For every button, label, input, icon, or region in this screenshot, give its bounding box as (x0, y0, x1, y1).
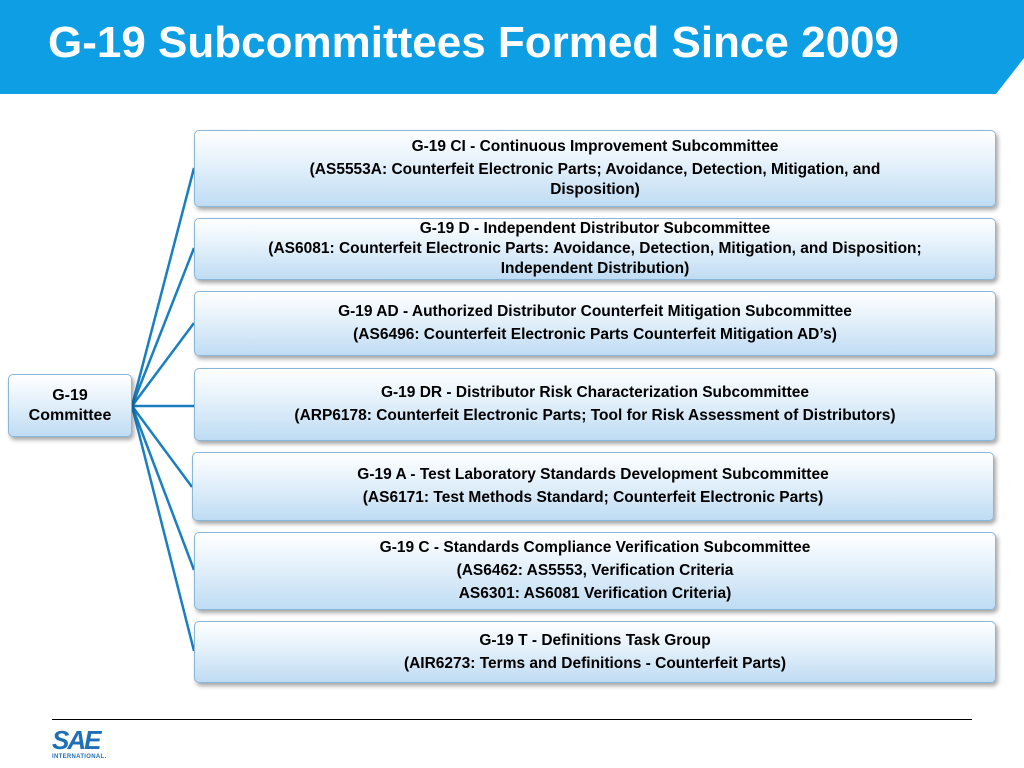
subcommittee-detail: (AS6081: Counterfeit Electronic Parts: Avoidance, Detection, Mitigation, and Disposition; (268, 240, 922, 257)
sae-logo-subtext: INTERNATIONAL. (52, 754, 107, 760)
g19-committee-node (8, 374, 132, 437)
subcommittee-node-t (194, 621, 996, 683)
connector-d (132, 248, 194, 406)
subcommittee-detail: (ARP6178: Counterfeit Electronic Parts; Tool for Risk Assessment of Distributors) (294, 407, 896, 424)
subcommittee-node-a (192, 452, 994, 521)
root-label-line2: Committee (28, 406, 112, 424)
connector-t (132, 406, 194, 651)
subcommittee-detail: (AS5553A: Counterfeit Electronic Parts; Avoidance, Detection, Mitigation, and (309, 161, 881, 178)
subcommittee-node-ad (194, 291, 996, 356)
subcommittee-detail: (AS6462: AS5553, Verification Criteria (456, 562, 734, 579)
subcommittee-node-c (194, 532, 996, 610)
sae-logo-mark: SAE (52, 725, 100, 755)
subcommittee-name: G-19 C - Standards Compliance Verification Subcommittee (379, 539, 811, 556)
sae-logo (52, 727, 112, 763)
connector-c (132, 406, 194, 570)
subcommittee-detail: Independent Distribution) (500, 260, 690, 277)
subcommittee-name: G-19 DR - Distributor Risk Characterization Subcommittee (380, 384, 810, 401)
root-label-line1: G-19 (52, 386, 88, 404)
subcommittee-detail: AS6301: AS6081 Verification Criteria) (458, 585, 732, 602)
footer-divider (52, 719, 972, 720)
subcommittee-detail: Disposition) (550, 181, 640, 198)
connector-ci (132, 168, 194, 406)
subcommittee-name: G-19 A - Test Laboratory Standards Development Subcommittee (357, 466, 829, 483)
subcommittee-node-dr (194, 368, 996, 441)
subcommittee-name: G-19 T - Definitions Task Group (479, 631, 711, 649)
connector-ad (132, 323, 194, 406)
subcommittee-node-d (194, 218, 996, 280)
page-title: G-19 Subcommittees Formed Since 2009 (48, 18, 899, 67)
subcommittee-name: G-19 AD - Authorized Distributor Counterfeit Mitigation Subcommittee (338, 303, 852, 320)
subcommittee-node-ci (194, 130, 996, 207)
subcommittee-detail: (AS6496: Counterfeit Electronic Parts Counterfeit Mitigation AD’s) (353, 326, 837, 343)
subcommittee-name: G-19 D - Independent Distributor Subcommittee (419, 220, 771, 237)
subcommittee-detail: (AIR6273: Terms and Definitions - Counterfeit Parts) (403, 654, 787, 672)
subcommittee-detail: (AS6171: Test Methods Standard; Counterfeit Electronic Parts) (362, 489, 824, 506)
subcommittee-name: G-19 CI - Continuous Improvement Subcommittee (411, 138, 779, 155)
